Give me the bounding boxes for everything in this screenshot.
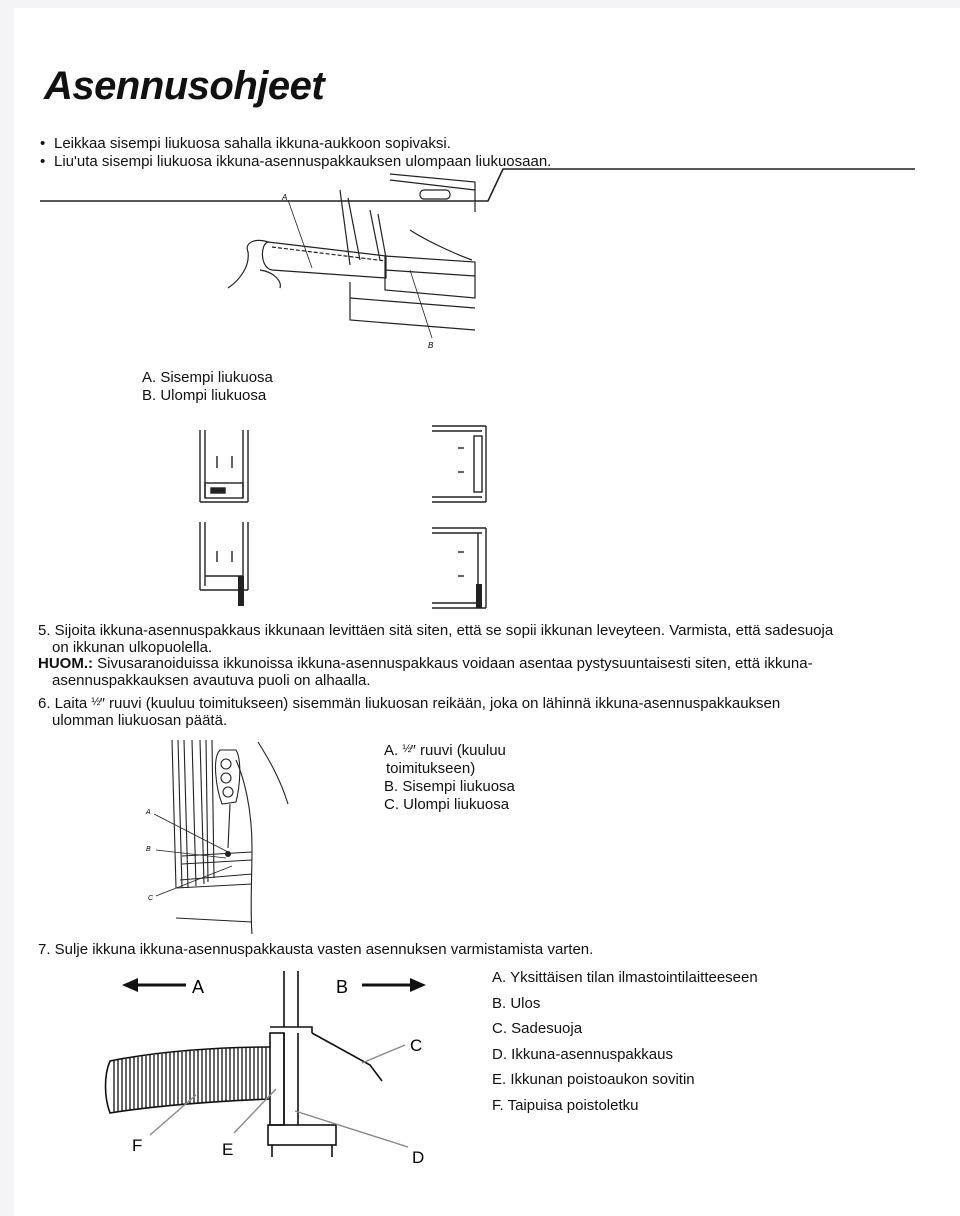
intro-bullets <box>40 135 551 171</box>
note-label: HUOM.: <box>38 655 93 672</box>
caption-b: B. Ulompi liukuosa <box>142 387 267 404</box>
label-b: B <box>428 341 434 350</box>
legend-item: B. Ulos <box>492 994 541 1012</box>
label-d: D <box>412 1148 425 1167</box>
label-c: C <box>410 1036 423 1055</box>
step6-line1: ″ ruuvi (kuuluu toimitukseen) sisemmän liukuosan reikään, joka on lähinnä ikkuna-asennuspakkauksen <box>99 695 781 712</box>
step5-line1: 5. Sijoita ikkuna-asennuspakkaus ikkunaan levittäen sitä siten, että se sopii ikkunan leveyteen. Varmista, että sadesuoja <box>38 622 834 639</box>
step5-line2: on ikkunan ulkopuolella. <box>52 638 213 656</box>
step6-prefix: 6. Laita <box>38 695 92 712</box>
note-line1: Sivusaranoiduissa ikkunoissa ikkuna-asennuspakkaus voidaan asentaa pystysuuntaisesti siten, että ikkuna- <box>93 655 813 672</box>
legend-item: A. Yksittäisen tilan ilmastointilaitteeseen <box>492 969 758 986</box>
slider-insertion-illustration <box>220 170 485 355</box>
vertical-window-diagrams <box>196 426 258 608</box>
label-f: F <box>132 1136 143 1155</box>
step7-legend <box>492 965 758 1118</box>
label-b: B <box>336 977 349 997</box>
figure1-captions <box>142 369 273 405</box>
note-line2: asennuspakkauksen avautuva puoli on alhaalla. <box>52 671 371 689</box>
step6-line2: ulomman liukuosan päätä. <box>52 711 228 729</box>
step5-text <box>38 623 918 689</box>
legend-item: C. Sadesuoja <box>492 1020 583 1037</box>
label-c: C <box>148 895 154 902</box>
label-a: A <box>282 193 288 202</box>
step6-text <box>38 694 918 729</box>
screw-illustration <box>140 738 300 938</box>
page-title: Asennusohjeet <box>44 64 325 108</box>
step6-fraction: ½ <box>91 696 100 708</box>
legend-a-rest: ″ ruuvi (kuuluu <box>410 742 506 759</box>
window-kit-cross-section <box>100 965 445 1170</box>
step6-legend <box>384 740 515 814</box>
legend-item: E. Ikkunan poistoaukon sovitin <box>492 1071 695 1088</box>
legend-c: C. Ulompi liukuosa <box>384 796 510 813</box>
legend-a-fraction: ½ <box>402 743 411 755</box>
caption-a: A. Sisempi liukuosa <box>142 369 273 386</box>
legend-item: F. Taipuisa poistoletku <box>492 1096 639 1114</box>
bullet-item: • Liu'uta sisempi liukuosa ikkuna-asennuspakkauksen ulompaan liukuosaan. <box>40 153 551 171</box>
label-e: E <box>222 1140 234 1159</box>
label-a: A <box>192 977 205 997</box>
legend-a-line2: toimitukseen) <box>386 760 476 777</box>
legend-b: B. Sisempi liukuosa <box>384 778 515 795</box>
label-a: A <box>146 809 151 816</box>
legend-a-prefix: A. <box>384 742 403 759</box>
horizontal-window-diagrams <box>428 422 492 612</box>
legend-item: D. Ikkuna-asennuspakkaus <box>492 1045 673 1063</box>
step7-text: 7. Sulje ikkuna ikkuna-asennuspakkausta vasten asennuksen varmistamista varten. <box>38 941 594 958</box>
label-b: B <box>146 846 151 853</box>
bullet-item: • Leikkaa sisempi liukuosa sahalla ikkuna-aukkoon sopivaksi. <box>40 135 551 153</box>
